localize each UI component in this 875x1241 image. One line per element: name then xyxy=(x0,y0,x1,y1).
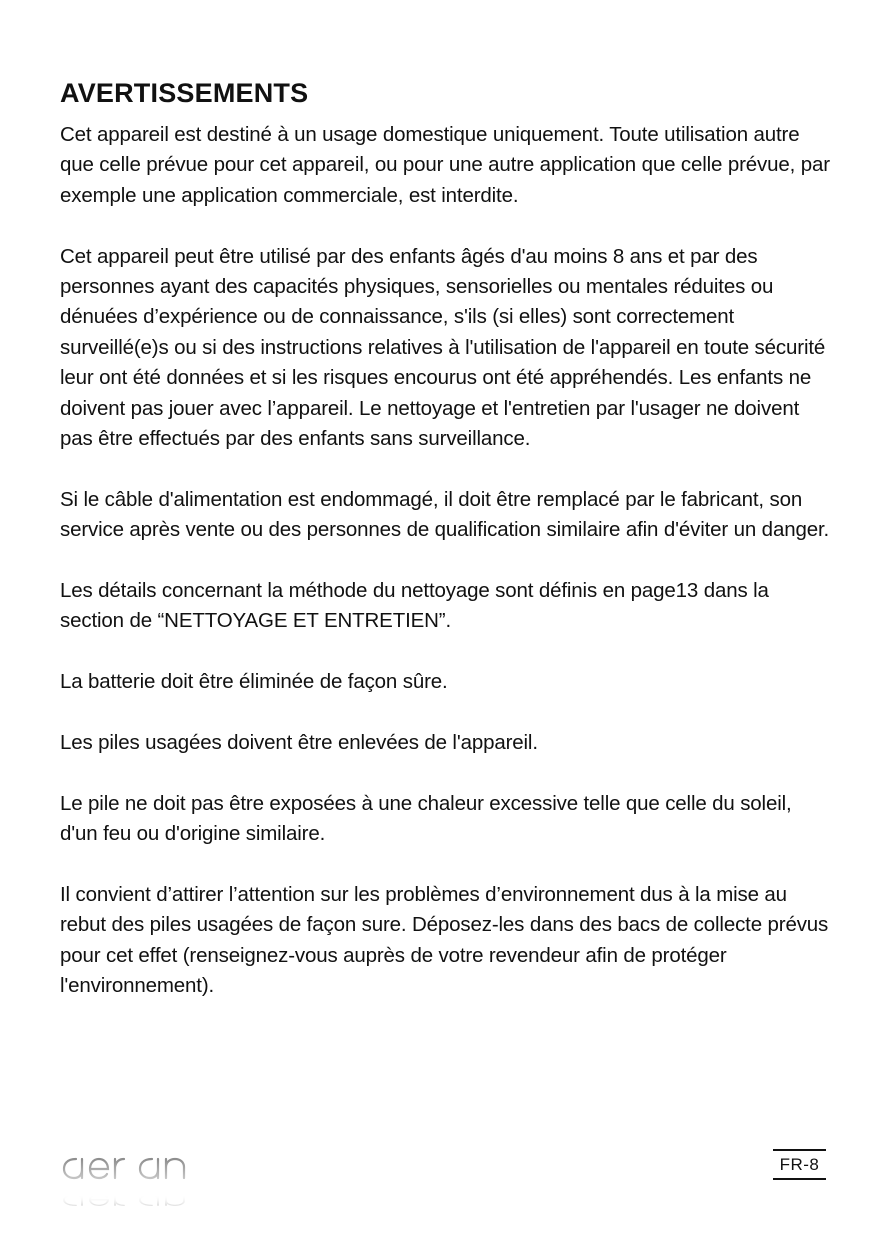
warnings-section xyxy=(60,74,830,1002)
paragraph-cleaning-reference: Les détails concernant la méthode du nettoyage sont définis en page13 dans la section de “NETTOYAGE ET ENTRETIEN”. xyxy=(60,579,769,633)
paragraph-battery-disposal: La batterie doit être éliminée de façon sûre. xyxy=(60,670,448,694)
paragraph-domestic-use: Cet appareil est destiné à un usage domestique uniquement. Toute utilisation autre que celle prévue pour cet appareil, ou pour une autre application que celle prévue, par exemple une application commerciale, est interdite. xyxy=(60,123,830,207)
page-number: FR-8 xyxy=(773,1149,826,1180)
paragraph-children-use: Cet appareil peut être utilisé par des enfants âgés d'au moins 8 ans et par des personnes ayant des capacités physiques, sensorielles ou mentales réduites ou dénuées d’expérience ou de connaissance, s'ils (si elles) sont correctement surveillé(e)s ou si des instructions relatives à l'utilisation de l'appareil en toute sécurité leur ont été données et si les risques encourus ont été appréhendés. Les enfants ne doivent pas jouer avec l’appareil. Le nettoyage et l'entretien par l'usager ne doivent pas être effectués par des enfants sans surveillance. xyxy=(60,244,826,451)
page-title: AVERTISSEMENTS xyxy=(60,78,309,108)
paragraph-environment: Il convient d’attirer l’attention sur les problèmes d’environnement dus à la mise au rebut des piles usagées de façon sure. Déposez-les dans des bacs de collecte prévus pour cet effet (renseignez-vous auprès de votre revendeur afin de protéger l'environnement). xyxy=(60,883,829,998)
paragraph-power-cable: Si le câble d'alimentation est endommagé, il doit être remplacé par le fabricant, son service après vente ou des personnes de qualification similaire afin d'éviter un danger. xyxy=(60,487,830,542)
aerian-logo xyxy=(60,1145,220,1207)
paragraph-battery-heat: Le pile ne doit pas être exposées à une chaleur excessive telle que celle du soleil, d'un feu ou d'origine similaire. xyxy=(60,791,792,846)
paragraph-remove-batteries: Les piles usagées doivent être enlevées de l'appareil. xyxy=(60,731,538,755)
